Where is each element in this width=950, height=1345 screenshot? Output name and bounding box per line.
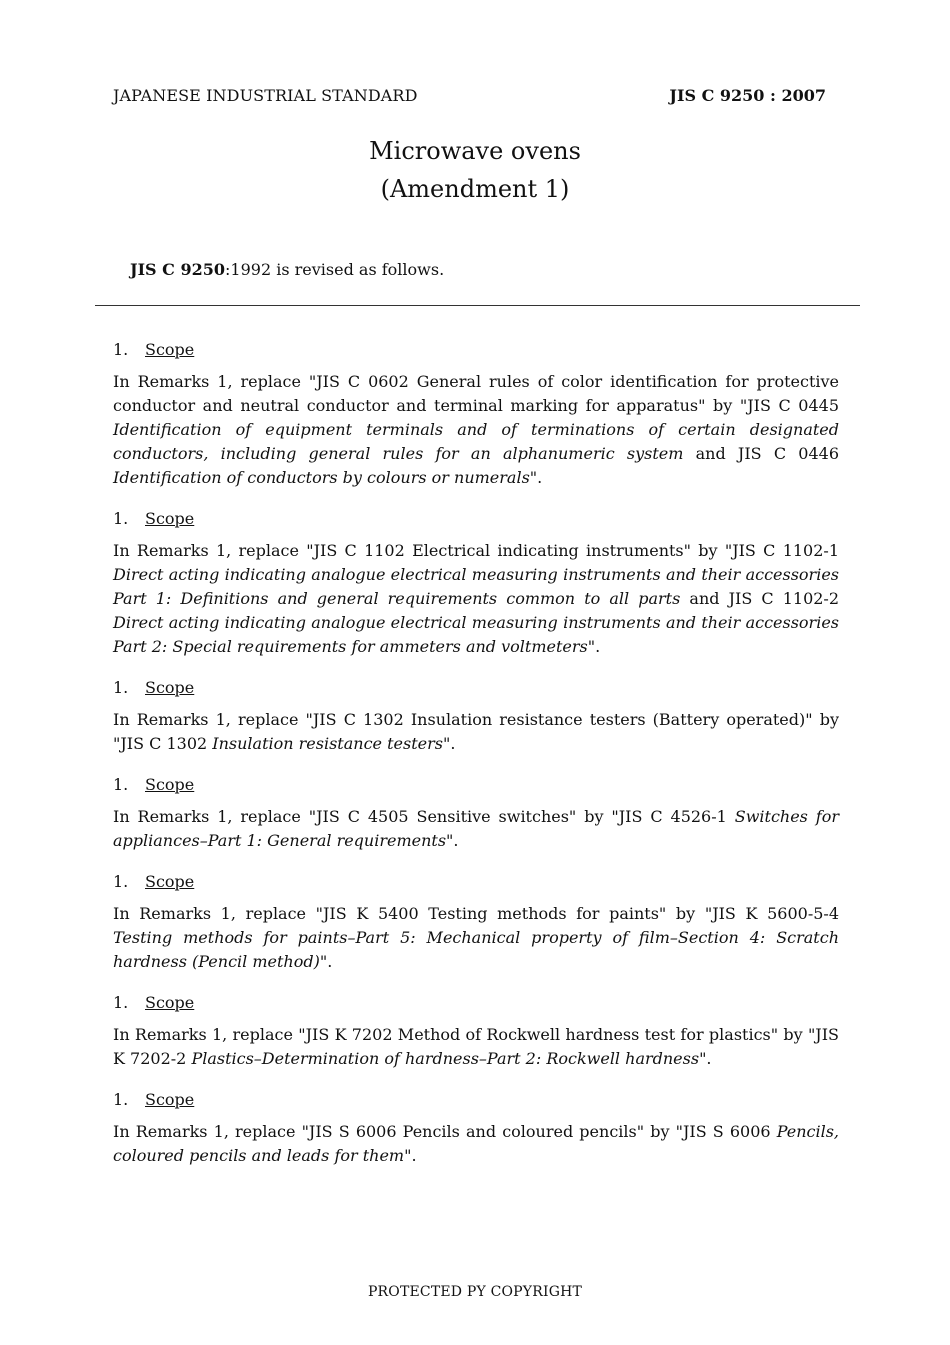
- body-text: ".: [404, 1146, 417, 1165]
- section-title: Scope: [145, 872, 195, 891]
- cited-standard-title: Pencils, coloured pencils and leads for them: [113, 1122, 839, 1165]
- section-heading: [113, 676, 839, 700]
- body-text: ".: [446, 831, 459, 850]
- section-title: Scope: [145, 993, 195, 1012]
- section-title: Scope: [145, 678, 195, 697]
- standard-label: JAPANESE INDUSTRIAL STANDARD: [113, 86, 418, 105]
- section-heading: [113, 1088, 839, 1112]
- amendment-section: [113, 1088, 839, 1168]
- section-title: Scope: [145, 775, 195, 794]
- section-body: [113, 1120, 839, 1168]
- section-title: Scope: [145, 340, 195, 359]
- cited-standard-title: Switches for appliances–Part 1: General requirements: [113, 807, 839, 850]
- body-text: In Remarks 1, replace "JIS S 6006 Pencils and coloured pencils" by "JIS S 6006: [113, 1122, 777, 1141]
- section-body: [113, 902, 839, 974]
- section-body: [113, 708, 839, 756]
- amendment-section: [113, 338, 839, 490]
- body-text: ".: [319, 952, 333, 971]
- cited-standard-title: Direct acting indicating analogue electrical measuring instruments and their accessories Part 2: Special requirements for ammeters and voltmeters: [113, 613, 839, 656]
- section-heading: [113, 338, 839, 362]
- section-number: 1.: [113, 509, 129, 528]
- body-text: In Remarks 1, replace "JIS K 5400 Testing methods for paints" by "JIS K 5600-5-4: [113, 904, 839, 923]
- section-body: [113, 370, 839, 490]
- body-text: ".: [442, 734, 456, 753]
- amendment-sections: [113, 338, 839, 1185]
- cited-standard-title: Plastics–Determination of hardness–Part 2: Rockwell hardness: [191, 1049, 700, 1068]
- section-heading: [113, 870, 839, 894]
- section-number: 1.: [113, 993, 129, 1012]
- section-heading: [113, 773, 839, 797]
- horizontal-divider: [95, 305, 860, 306]
- document-subtitle: (Amendment 1): [380, 175, 570, 203]
- copyright-footer: PROTECTED PY COPYRIGHT: [367, 1284, 583, 1300]
- body-text: In Remarks 1, replace "JIS C 4505 Sensitive switches" by "JIS C 4526-1: [113, 807, 735, 826]
- section-title: Scope: [145, 509, 195, 528]
- body-text: and JIS C 1102-2: [680, 589, 840, 608]
- section-title: Scope: [145, 1090, 195, 1109]
- amendment-section: [113, 507, 839, 659]
- revision-note-text: :1992 is revised as follows.: [225, 260, 445, 279]
- amendment-section: [113, 991, 839, 1071]
- body-text: ".: [529, 468, 543, 487]
- amendment-section: [113, 773, 839, 853]
- section-number: 1.: [113, 775, 129, 794]
- body-text: In Remarks 1, replace "JIS C 0602 General rules of color identification for protective conductor and neutral conductor and terminal marking for apparatus" by "JIS C 0445: [113, 372, 839, 415]
- body-text: In Remarks 1, replace "JIS C 1302 Insulation resistance testers (Battery operated)" by "JIS C 1302: [113, 710, 839, 753]
- revision-note-ref: JIS C 9250: [130, 260, 226, 279]
- cited-standard-title: Direct acting indicating analogue electrical measuring instruments and their accessories Part 1: Definitions and general requirements common to all parts: [113, 565, 839, 608]
- cited-standard-title: Insulation resistance testers: [212, 734, 443, 753]
- amendment-section: [113, 676, 839, 756]
- section-body: [113, 1023, 839, 1071]
- section-body: [113, 539, 839, 659]
- cited-standard-title: Identification of conductors by colours or numerals: [113, 468, 530, 487]
- body-text: In Remarks 1, replace "JIS K 7202 Method of Rockwell hardness test for plastics" by "JIS K 7202-2: [113, 1025, 839, 1068]
- section-number: 1.: [113, 678, 129, 697]
- section-body: [113, 805, 839, 853]
- amendment-section: [113, 870, 839, 974]
- section-number: 1.: [113, 872, 129, 891]
- section-heading: [113, 991, 839, 1015]
- cited-standard-title: Testing methods for paints–Part 5: Mechanical property of film–Section 4: Scratch hardness (Pencil method): [113, 928, 839, 971]
- body-text: ".: [587, 637, 601, 656]
- standard-number: JIS C 9250 : 2007: [669, 86, 826, 105]
- section-heading: [113, 507, 839, 531]
- section-number: 1.: [113, 1090, 129, 1109]
- body-text: ".: [699, 1049, 712, 1068]
- section-number: 1.: [113, 340, 129, 359]
- revision-note: [130, 260, 444, 279]
- document-title: Microwave ovens: [369, 137, 581, 165]
- body-text: In Remarks 1, replace "JIS C 1102 Electrical indicating instruments" by "JIS C 1102-1: [113, 541, 839, 560]
- body-text: and JIS C 0446: [683, 444, 839, 463]
- cited-standard-title: Identification of equipment terminals and of terminations of certain designated conductors, including general rules for an alphanumeric system: [113, 420, 839, 463]
